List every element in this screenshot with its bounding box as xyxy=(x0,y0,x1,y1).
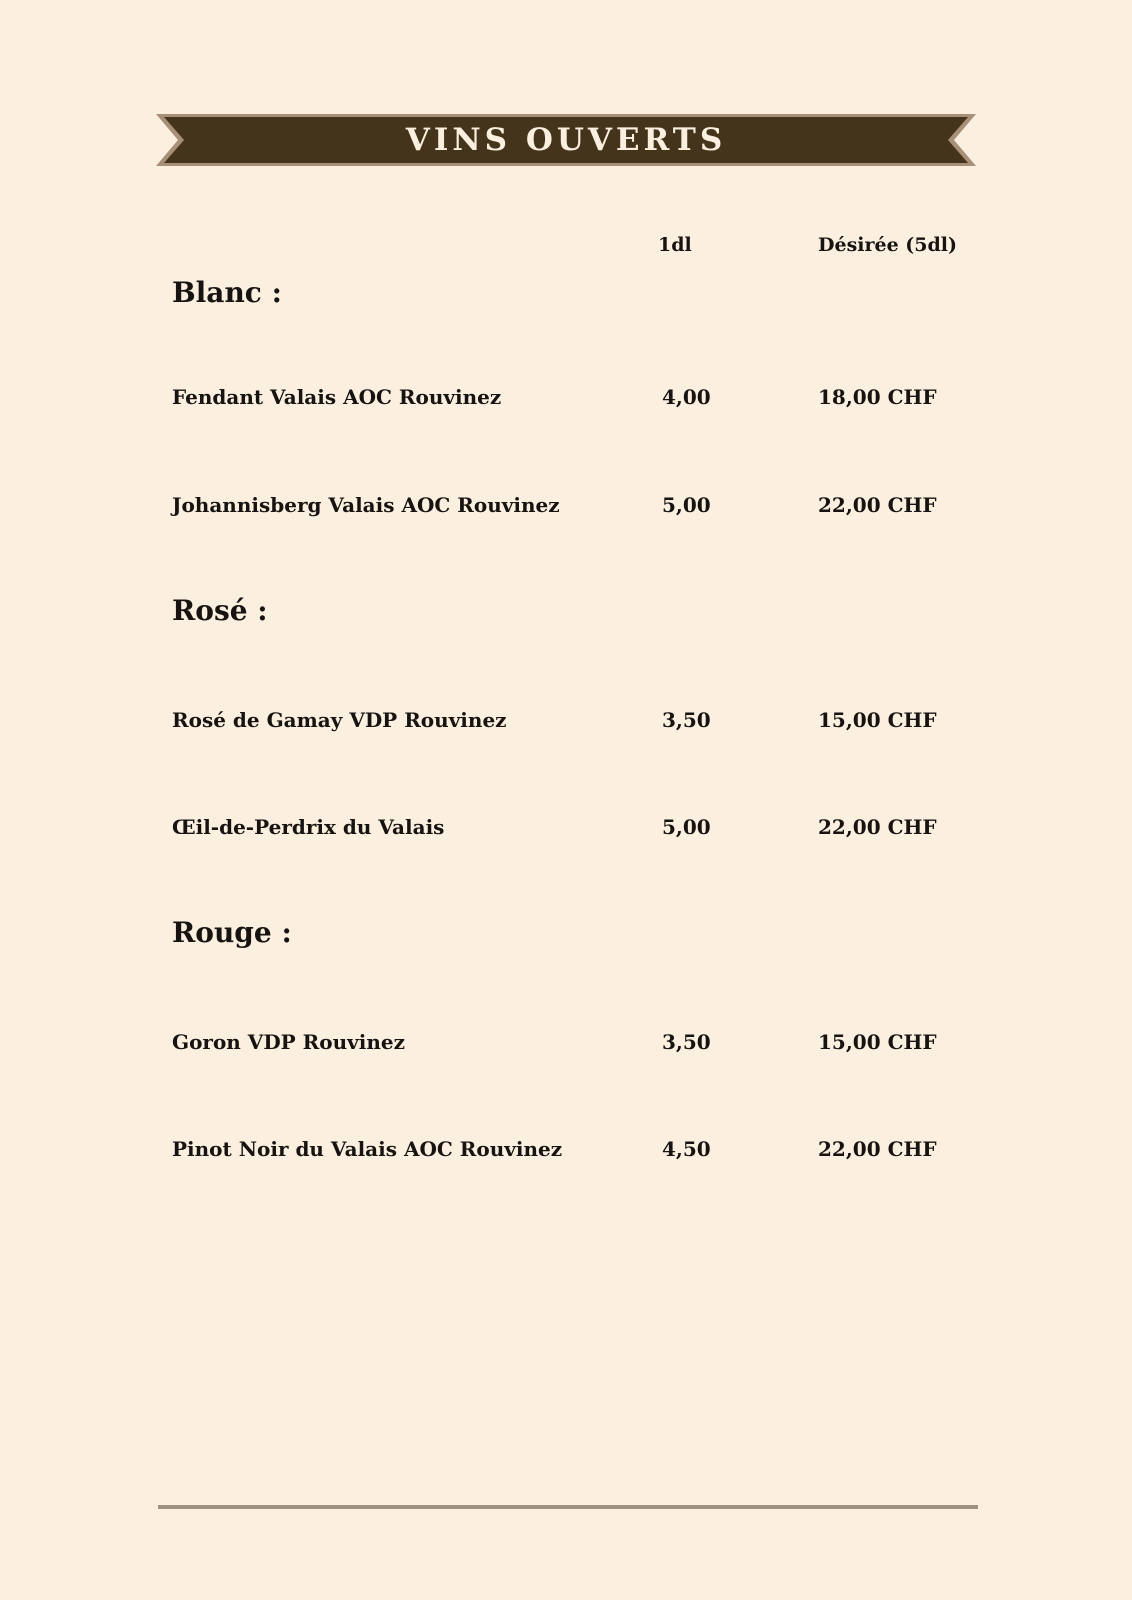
price-1dl: 3,50 xyxy=(662,1030,711,1054)
section-title-rouge: Rouge : xyxy=(172,916,292,949)
wine-name: Fendant Valais AOC Rouvinez xyxy=(172,385,502,409)
price-1dl: 4,00 xyxy=(662,385,711,409)
price-5dl: 22,00 CHF xyxy=(818,1137,937,1161)
menu-item xyxy=(0,705,1132,735)
price-1dl: 3,50 xyxy=(662,708,711,732)
section-title-blanc: Blanc : xyxy=(172,276,282,309)
footer-divider xyxy=(158,1505,978,1509)
menu-item xyxy=(0,490,1132,520)
price-1dl: 4,50 xyxy=(662,1137,711,1161)
price-5dl: 22,00 CHF xyxy=(818,815,937,839)
price-5dl: 22,00 CHF xyxy=(818,493,937,517)
wine-name: Pinot Noir du Valais AOC Rouvinez xyxy=(172,1137,563,1161)
page-title: VINS OUVERTS xyxy=(405,122,727,158)
wine-name: Johannisberg Valais AOC Rouvinez xyxy=(172,493,560,517)
menu-item xyxy=(0,1134,1132,1164)
wine-name: Rosé de Gamay VDP Rouvinez xyxy=(172,708,507,732)
price-1dl: 5,00 xyxy=(662,493,711,517)
column-header-1dl: 1dl xyxy=(658,234,692,256)
menu-item xyxy=(0,382,1132,412)
price-5dl: 18,00 CHF xyxy=(818,385,937,409)
price-1dl: 5,00 xyxy=(662,815,711,839)
wine-name: Œil-de-Perdrix du Valais xyxy=(172,815,445,839)
price-5dl: 15,00 CHF xyxy=(818,708,937,732)
menu-item xyxy=(0,1027,1132,1057)
column-header-5dl: Désirée (5dl) xyxy=(818,234,957,256)
wine-name: Goron VDP Rouvinez xyxy=(172,1030,406,1054)
section-title-rose: Rosé : xyxy=(172,594,268,627)
title-banner xyxy=(156,114,976,166)
price-5dl: 15,00 CHF xyxy=(818,1030,937,1054)
menu-item xyxy=(0,812,1132,842)
